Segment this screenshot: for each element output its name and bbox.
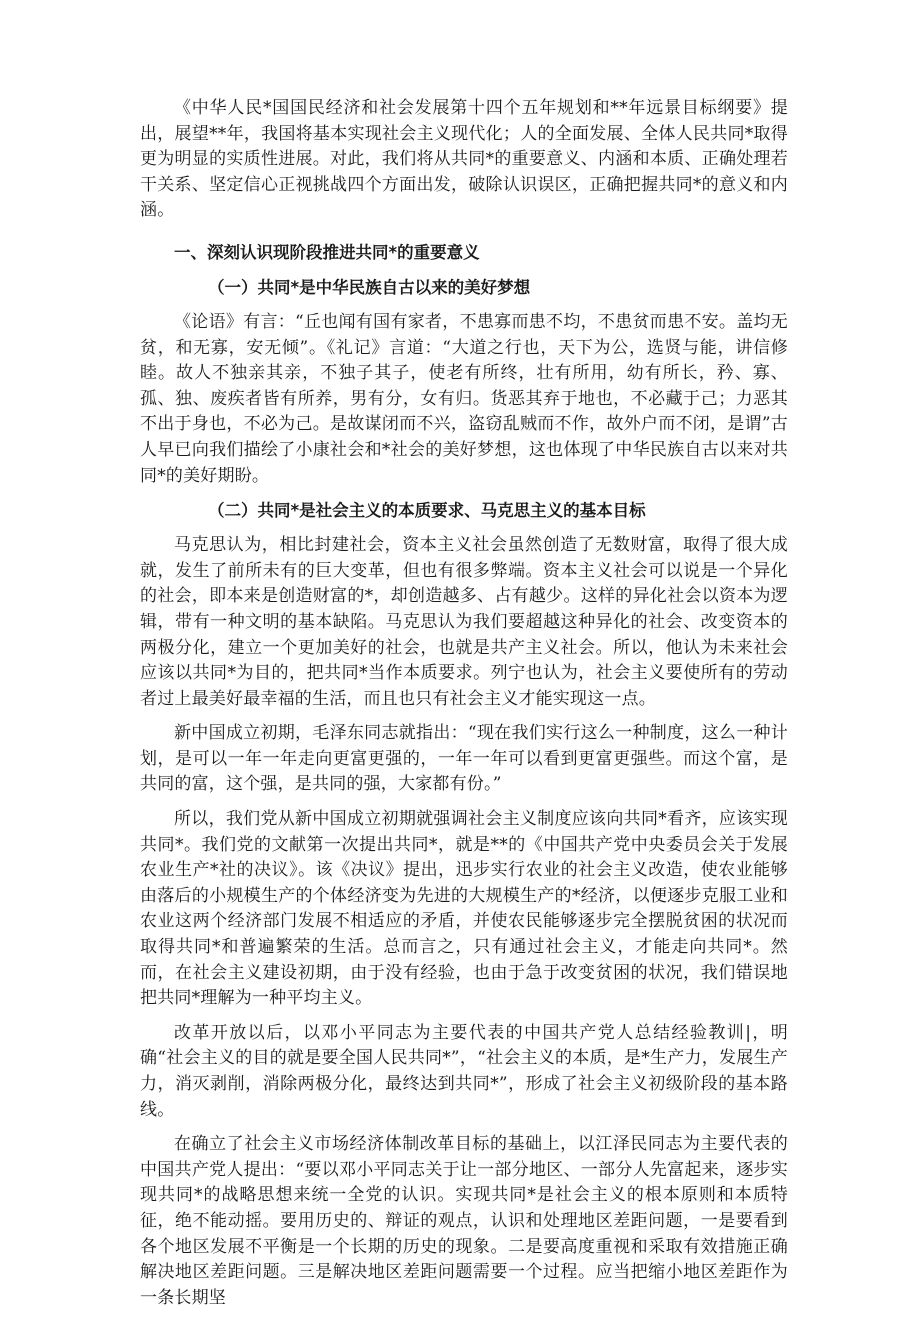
paragraph-lunyu: 《论语》有言：“丘也闻有国有家者，不患寡而患不均，不患贫而患不安。盖均无贫，和无寡，安无倾”。《礼记》言道：“大道之行也，天下为公，选贤与能，讲信修睦。故人不独亲其亲，不独子其子，使老有所终，壮有所用，幼有所长，矜、寡、孤、独、废疾者皆有所养，男有分，女有归。货恶其弃于地也，不必藏于己；力恶其不出于身也，不必为己。是故谋闭而不兴，盗窃乱贼而不作，故外户而不闭，是谓”古人早已向我们描绘了小康社会和*社会的美好梦想，这也体现了中华民族自古以来对共同*的美好期盼。 bbox=[140, 311, 788, 486]
subsection-heading-1: （一）共同*是中华民族自古以来的美好梦想 bbox=[208, 277, 531, 297]
intro-paragraph: 《中华人民*国国民经济和社会发展第十四个五年规划和**年远景目标纲要》提出，展望**年，我国将基本实现社会主义现代化；人的全面发展、全体人民共同*取得更为明显的实质性进展。对此，我们将从共同*的重要意义、内涵和本质、正确处理若干关系、坚定信心正视挑战四个方面出发，破除认识误区，正确把握共同*的意义和内涵。 bbox=[140, 98, 788, 221]
paragraph-marx: 马克思认为，相比封建社会，资本主义社会虽然创造了无数财富，取得了很大成就，发生了前所未有的巨大变革，但也有很多弊端。资本主义社会可以说是一个异化的社会，即本来是创造财富的*，却创造越多、占有越少。这样的异化社会以资本为逻辑，带有一种文明的基本缺陷。马克思认为我们要超越这种异化的社会、改变资本的两极分化，建立一个更加美好的社会，也就是共产主义社会。所以，他认为未来社会应该以共同*为目的，把共同*当作本质要求。列宁也认为，社会主义要使所有的劳动者过上最美好最幸福的生活，而且也只有社会主义才能实现这一点。 bbox=[140, 535, 788, 709]
section-heading-1: 一、深刻认识现阶段推进共同*的重要意义 bbox=[174, 242, 480, 262]
paragraph-mao: 新中国成立初期，毛泽东同志就指出：“现在我们实行这么一种制度，这么一种计划，是可以一年一年走向更富更强的，一年一年可以看到更富更强些。而这个富，是共同的富，这个强，是共同的强，大家都有份。” bbox=[140, 723, 788, 795]
document-body bbox=[140, 96, 788, 1320]
subsection-heading-2: （二）共同*是社会主义的本质要求、马克思主义的基本目标 bbox=[208, 501, 646, 521]
paragraph-market-economy: 在确立了社会主义市场经济体制改革目标的基础上，以江泽民同志为主要代表的中国共产党人提出：“要以邓小平同志关于让一部分地区、一部分人先富起来，逐步实现共同*的战略思想来统一全党的认识。实现共同*是社会主义的根本原则和本质特征，绝不能动摇。要用历史的、辩证的观点，认识和处理地区差距问题，一是要看到各个地区发展不平衡是一个长期的历史的现象。二是要高度重视和采取有效措施正确解决地区差距问题。三是解决地区差距问题需要一个过程。应当把缩小地区差距作为一条长期坚 bbox=[140, 1134, 788, 1308]
paragraph-reform: 改革开放以后，以邓小平同志为主要代表的中国共产党人总结经验教训|，明确“社会主义的目的就是要全国人民共同*”，“社会主义的本质，是*生产力，发展生产力，消灭剥削，消除两极分化，最终达到共同*”，形成了社会主义初级阶段的基本路线。 bbox=[140, 1022, 788, 1120]
paragraph-party-history: 所以，我们党从新中国成立初期就强调社会主义制度应该向共同*看齐，应该实现共同*。我们党的文献第一次提出共同*，就是**的《中国共产党中央委员会关于发展农业生产*社的决议》。该《决议》提出，迅步实行农业的社会主义改造，使农业能够由落后的小规模生产的个体经济变为先进的大规模生产的*经济，以便逐步克服工业和农业这两个经济部门发展不相适应的矛盾，并使农民能够逐步完全摆脱贫困的状况而取得共同*和普遍繁荣的生活。总而言之，只有通过社会主义，才能走向共同*。然而，在社会主义建设初期，由于没有经验，也由于急于改变贫困的状况，我们错误地把共同*理解为一种平均主义。 bbox=[140, 809, 788, 1009]
